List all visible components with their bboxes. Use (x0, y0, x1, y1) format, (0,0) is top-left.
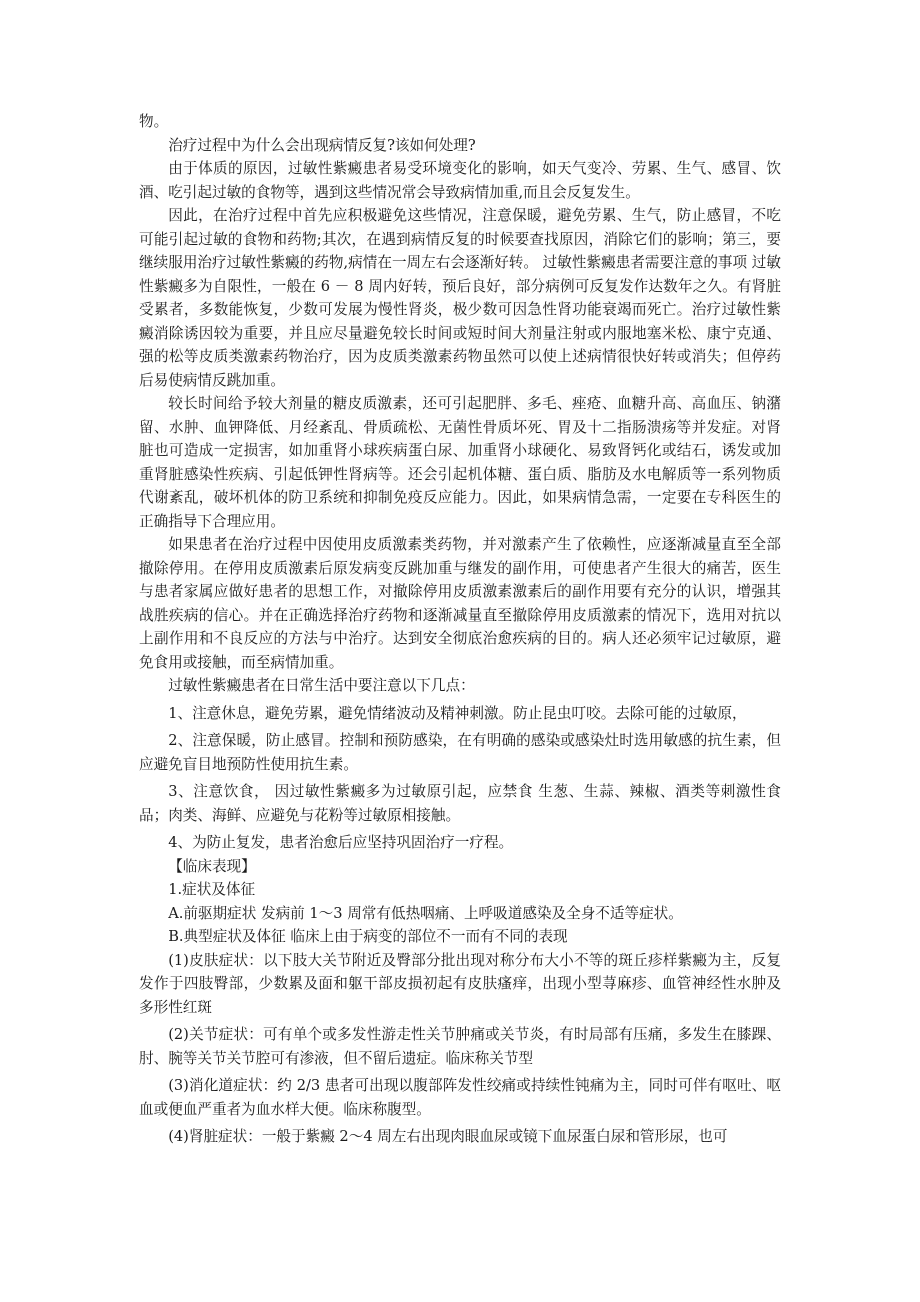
subheading: 1.症状及体征 (168, 881, 256, 898)
list-item: 4、为防止复发，患者治愈后应坚持巩固治疗一疗程。 (168, 834, 514, 851)
paragraph: (1)皮肤症状：以下肢大关节附近及臀部分批出现对称分布大小不等的斑丘疹样紫癜为主，反复发作于四肢臀部，少数累及面和躯干部皮损初起有皮肤瘙痒，出现小型荨麻疹、血管神经性水肿及多形性红斑 (139, 951, 781, 1016)
list-item: 3、注意饮食， 因过敏性紫癜多为过敏原引起，应禁食 生葱、生蒜、辣椒、酒类等刺激性食品；肉类、海鲜、应避免与花粉等过敏原相接触。 (139, 783, 781, 824)
paragraph: 治疗过程中为什么会出现病情反复?该如何处理? (168, 136, 476, 154)
paragraph: 物。 (139, 113, 169, 130)
list-item: 1、注意休息，避免劳累，避免情绪波动及精神刺激。防止昆虫叮咬。去除可能的过敏原， (168, 704, 747, 722)
paragraph: B.典型症状及体征 临床上由于病变的部位不一而有不同的表现 (168, 928, 568, 945)
paragraph: 因此，在治疗过程中首先应积极避免这些情况，注意保暖，避免劳累、生气，防止感冒，不吃可能引起过敏的食物和药物;其次，在遇到病情反复的时候要查找原因，消除它们的影响；第三，要继续服用治疗过敏性紫癜的药物,病情在一周左右会逐渐好转。 过敏性紫癜患者需要注意的事项 过敏性紫癜多为自限性，一般在 6 － 8 周内好转，预后良好，部分病例可反复发作达数年之久。有肾脏受累者，多数能恢复，少数可发展为慢性肾炎，极少数可因急性肾功能衰竭而死亡。治疗过敏性紫癜消除诱因较为重要，并且应尽量避免较长时间或短时间大剂量注射或内服地塞米松、康宁克通、强的松等皮质类激素药物治疗，因为皮质类激素药物虽然可以使上述病情很快好转或消失；但停药后易使病情反跳加重。 (139, 207, 781, 389)
paragraph: 由于体质的原因，过敏性紫癜患者易受环境变化的影响，如天气变冷、劳累、生气、感冒、饮酒、吃引起过敏的食物等，遇到这些情况常会导致病情加重,而且会反复发生。 (139, 160, 781, 201)
paragraph: 过敏性紫癜患者在日常生活中要注意以下几点： (168, 677, 475, 694)
document-page (139, 110, 781, 1149)
paragraph: (3)消化道症状：约 2/3 患者可出现以腹部阵发性绞痛或持续性钝痛为主，同时可伴有呕吐、呕血或便血严重者为血水样大便。临床称腹型。 (139, 1077, 781, 1118)
paragraph: (4)肾脏症状：一般于紫癜 2～4 周左右出现肉眼血尿或镜下血尿蛋白尿和管形尿，也可 (168, 1128, 728, 1145)
paragraph: 如果患者在治疗过程中因使用皮质激素类药物，并对激素产生了依赖性，应逐渐减量直至全部撤除停用。在停用皮质激素后原发病变反跳加重与继发的副作用，可使患者产生很大的痛苦，医生与患者家属应做好患者的思想工作，对撤除停用皮质激素激素后的副作用要有充分的认识，增强其战胜疾病的信心。并在正确选择治疗药物和逐渐减量直至撤除停用皮质激素的情况下，选用对抗以上副作用和不良反应的方法与中治疗。达到安全彻底治愈疾病的目的。病人还必须牢记过敏原，避免食用或接触，而至病情加重。 (139, 536, 781, 671)
list-item: 2、注意保暖，防止感冒。控制和预防感染，在有明确的感染或感染灶时选用敏感的抗生素，但应避免盲目地预防性使用抗生素。 (139, 732, 781, 773)
paragraph: (2)关节症状：可有单个或多发性游走性关节肿痛或关节炎，有时局部有压痛，多发生在膝踝、肘、腕等关节关节腔可有渗液，但不留后遗症。临床称关节型 (139, 1026, 781, 1067)
paragraph: 较长时间给予较大剂量的糖皮质激素，还可引起肥胖、多毛、痤疮、血糖升高、高血压、钠潴留、水肿、血钾降低、月经紊乱、骨质疏松、无菌性骨质坏死、胃及十二指肠溃疡等并发症。对肾脏也可造成一定损害，如加重肾小球疾病蛋白尿、加重肾小球硬化、易致肾钙化或结石，诱发或加重肾脏感染性疾病、引起低钾性肾病等。还会引起机体糖、蛋白质、脂肪及水电解质等一系列物质代谢紊乱，破坏机体的防卫系统和抑制免疫反应能力。因此，如果病情急需，一定要在专科医生的正确指导下合理应用。 (139, 395, 781, 530)
section-heading: 【临床表现】 (168, 857, 256, 875)
paragraph: A.前驱期症状 发病前 1～3 周常有低热咽痛、上呼吸道感染及全身不适等症状。 (168, 904, 683, 922)
